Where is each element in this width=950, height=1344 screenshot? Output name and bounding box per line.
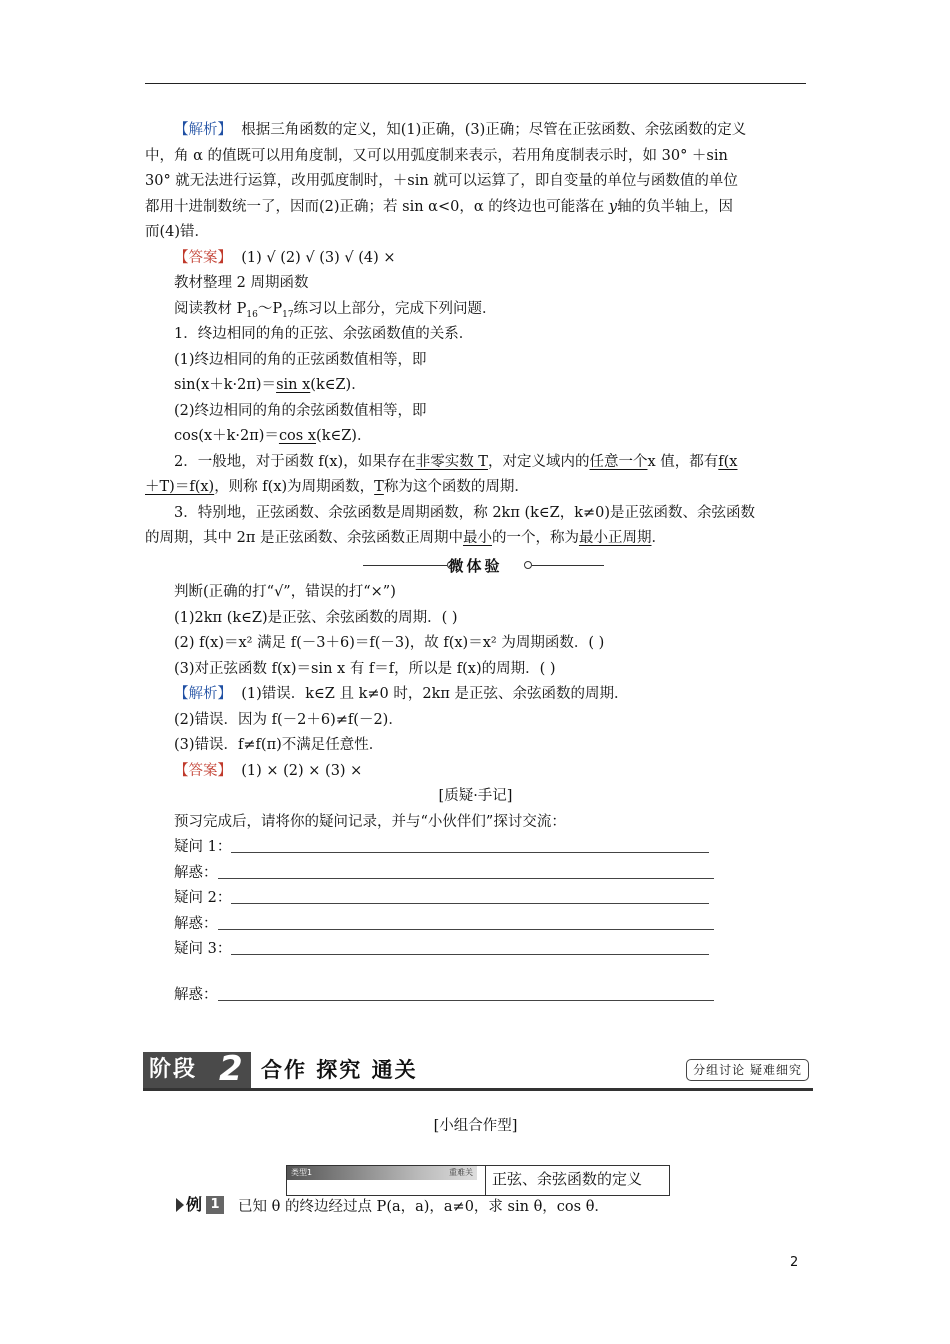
sin-formula: sin(x＋k·2π)＝sin x(k∈Z)． <box>174 377 366 393</box>
experience-answer: 【答案】 (1) × (2) × (3) × <box>174 762 363 779</box>
answer-2: 解惑： <box>145 912 806 938</box>
header-line-right <box>532 565 604 566</box>
cos-blank: cos x <box>278 428 317 444</box>
analysis-tag: 【解析】 <box>174 122 232 138</box>
answer-3: 解惑： <box>145 983 806 1009</box>
main-content <box>145 118 806 552</box>
spacer <box>145 963 806 983</box>
analysis-line-2: 中，角 α 的值既可以用角度制，又可以用弧度制来表示，若用角度制表示时，如 30° ＋sin <box>145 147 728 164</box>
example-number: 1 <box>206 1196 224 1214</box>
stage-banner <box>143 1049 813 1091</box>
analysis-line-1: 【解析】 根据三角函数的定义，知(1)正确，(3)正确；尽管在正弦函数、余弦函数的定义 <box>174 122 747 138</box>
answer-2-input[interactable] <box>218 915 714 930</box>
experience-analysis-3: (3)错误．f≠f(π)不满足任意性． <box>174 737 384 753</box>
stage-label-box <box>143 1049 251 1089</box>
question-3: (3)对正弦函数 f(x)＝sin x 有 f＝f，所以是 f(x)的周期．( ) <box>174 660 556 677</box>
section-title: 教材整理 2 周期函数 <box>174 275 309 291</box>
stage-label: 阶段 <box>149 1057 198 1082</box>
notes-intro: 预习完成后，请将你的疑问记录，并与“小伙伴们”探讨交流： <box>174 813 566 830</box>
answer-tag: 【答案】 <box>174 249 232 266</box>
page-number: 2 <box>790 1255 799 1270</box>
experience-answer-tag: 【答案】 <box>174 762 232 779</box>
type-strip <box>287 1166 477 1180</box>
point-1a: (1)终边相同的角的正弦函数值相等，即 <box>174 351 427 368</box>
answer-line: 【答案】 (1) √ (2) √ (3) √ (4) × <box>174 249 396 266</box>
doubt-1-input[interactable] <box>231 838 709 853</box>
sin-blank: sin x <box>276 377 311 393</box>
point-2-line-1: 2．一般地，对于函数 f(x)，如果存在非零实数 T，对定义域内的任意一个x 值，都有f(x <box>174 453 738 470</box>
point-3-line-1: 3．特别地，正弦函数、余弦函数是周期函数，称 2kπ (k∈Z，k≠0)是正弦函数、余弦函数 <box>174 504 756 521</box>
analysis-line-5: 而(4)错． <box>145 224 210 240</box>
header-dot-right <box>524 561 532 569</box>
doubt-3: 疑问 3： <box>145 937 806 963</box>
experience-content <box>145 580 806 1008</box>
example-1 <box>176 1195 609 1219</box>
question-2: (2) f(x)＝x² 满足 f(－3＋6)＝f(－3)，故 f(x)＝x² 为周期函数．( ) <box>174 635 605 651</box>
example-badge <box>176 1195 226 1215</box>
cos-formula: cos(x＋k·2π)＝cos x(k∈Z)． <box>174 428 372 444</box>
group-label: [小组合作型] <box>433 1118 518 1134</box>
answer-1-input[interactable] <box>218 864 714 879</box>
type-title: 正弦、余弦函数的定义 <box>485 1166 642 1195</box>
example-text: 已知 θ 的终边经过点 P(a，a)，a≠0，求 sin θ，cos θ． <box>238 1199 609 1215</box>
point-2-line-2: ＋T)＝f(x)，则称 f(x)为周期函数，T称为这个函数的周期． <box>145 479 529 495</box>
stage-title: 合作 探究 通关 <box>261 1058 418 1082</box>
question-1: (1)2kπ (k∈Z)是正弦、余弦函数的周期．( ) <box>174 609 458 626</box>
experience-intro: 判断(正确的打“√”，错误的打“×”) <box>174 584 396 600</box>
doubt-1: 疑问 1： <box>145 835 806 861</box>
point-3-line-2: 的周期，其中 2π 是正弦函数、余弦函数正周期中最小的一个，称为最小正周期． <box>145 530 666 546</box>
experience-title: 微体验 <box>448 557 503 575</box>
point-1b: (2)终边相同的角的余弦函数值相等，即 <box>174 402 427 419</box>
doubt-2: 疑问 2： <box>145 886 806 912</box>
experience-analysis-2: (2)错误．因为 f(－2＋6)≠f(－2)． <box>174 711 403 728</box>
experience-analysis-1: 【解析】 (1)错误．k∈Z 且 k≠0 时，2kπ 是正弦、余弦函数的周期． <box>174 686 629 702</box>
doubt-2-input[interactable] <box>231 889 709 904</box>
answer-1: 解惑： <box>145 861 806 887</box>
analysis-line-4: 都用十进制数统一了，因而(2)正确；若 sin α<0，α 的终边也可能落在 y轴的负半轴上，因 <box>145 198 734 215</box>
point-1: 1．终边相同的角的正弦、余弦函数值的关系． <box>174 326 474 342</box>
header-rule <box>145 83 806 84</box>
reading-instruction: 阅读教材 $P_{16}\sim P_{17}$练习以上部分，完成下列问题． <box>174 300 497 320</box>
analysis-line-3: 30° 就无法进行运算，改用弧度制时，＋sin 就可以运算了，即自变量的单位与函数值的单位 <box>145 173 738 189</box>
example-word: 例 <box>186 1195 203 1214</box>
notes-title: [质疑·手记] <box>438 788 513 804</box>
stage-number: 2 <box>219 1049 243 1089</box>
answer-3-input[interactable] <box>218 986 714 1001</box>
experience-header <box>145 555 806 577</box>
arrow-icon <box>176 1198 184 1212</box>
type-strip-left: 类型1 <box>291 1168 313 1177</box>
experience-analysis-tag: 【解析】 <box>174 686 232 702</box>
stage-tag: 分组讨论 疑难细究 <box>686 1059 809 1081</box>
type-strip-right: 重难关 <box>449 1168 473 1177</box>
type-bar <box>286 1165 670 1196</box>
doubt-3-input[interactable] <box>231 940 709 955</box>
